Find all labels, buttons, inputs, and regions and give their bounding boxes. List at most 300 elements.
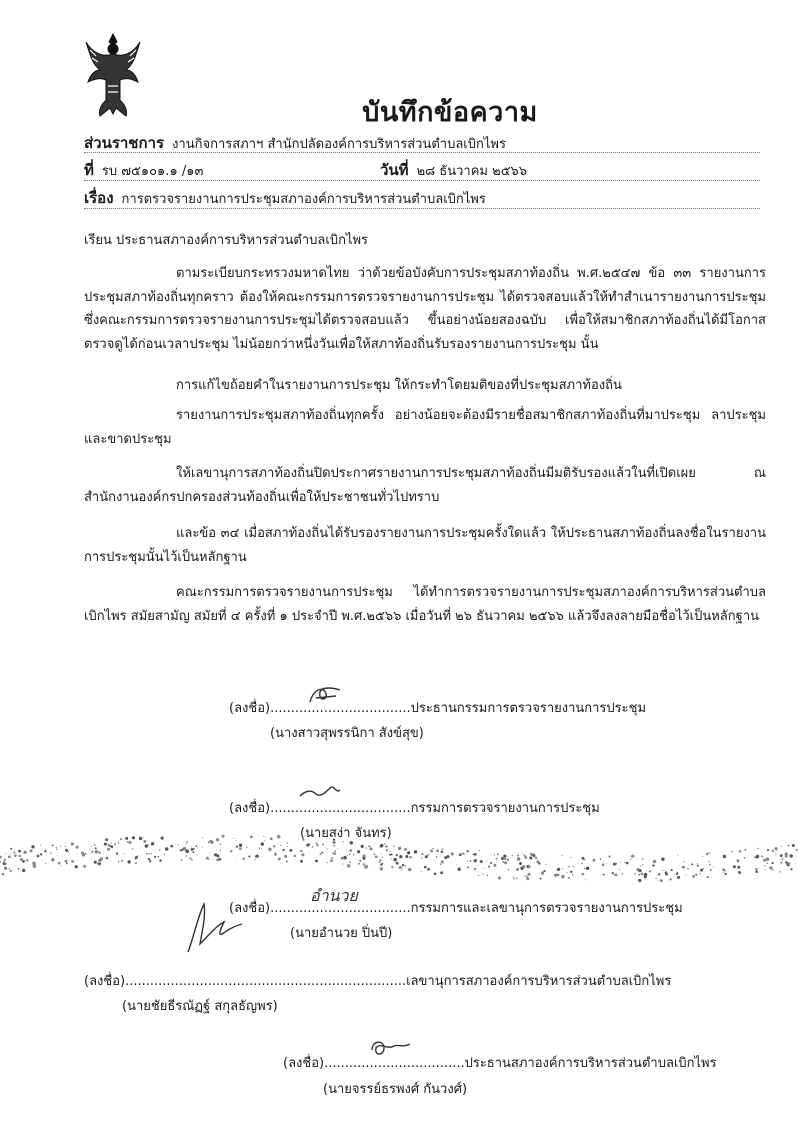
noise-speck (706, 853, 709, 856)
signature-2-name: (นายสง่า จันทร) (300, 826, 392, 841)
subject-row (84, 186, 486, 210)
sign-prefix: (ลงชื่อ) (84, 974, 126, 989)
noise-speck (440, 863, 442, 865)
noise-speck (123, 853, 124, 854)
noise-speck (380, 845, 383, 848)
noise-speck (533, 853, 534, 854)
noise-speck (480, 860, 483, 863)
noise-speck (3, 861, 5, 863)
noise-speck (613, 874, 615, 876)
noise-speck (100, 857, 103, 860)
noise-speck (478, 850, 479, 851)
noise-speck (386, 849, 388, 851)
noise-speck (494, 854, 495, 855)
noise-speck (442, 848, 444, 850)
noise-speck (600, 858, 601, 859)
noise-speck (382, 857, 383, 858)
noise-speck (585, 879, 586, 880)
noise-speck (428, 854, 430, 856)
noise-speck (274, 853, 276, 855)
noise-speck (767, 849, 769, 851)
noise-speck (686, 874, 687, 875)
noise-speck (393, 845, 395, 847)
noise-speck (331, 857, 333, 859)
noise-speck (466, 850, 468, 852)
noise-speck (474, 868, 476, 870)
noise-speck (622, 873, 623, 874)
noise-speck (649, 870, 651, 872)
noise-speck (91, 851, 93, 853)
noise-speck (497, 853, 499, 855)
noise-speck (37, 855, 40, 858)
noise-speck (385, 845, 387, 847)
noise-speck (275, 852, 276, 853)
noise-speck (219, 843, 221, 845)
noise-speck (97, 863, 99, 865)
noise-speck (56, 847, 57, 848)
noise-speck (132, 848, 133, 849)
noise-speck (363, 863, 365, 865)
noise-speck (638, 874, 640, 876)
noise-speck (370, 847, 373, 850)
noise-speck (0, 856, 2, 859)
noise-speck (502, 861, 504, 863)
noise-speck (507, 859, 509, 861)
noise-speck (493, 864, 496, 867)
noise-speck (191, 848, 194, 851)
noise-speck (210, 840, 214, 844)
noise-speck (660, 879, 663, 882)
noise-speck (535, 857, 537, 859)
noise-speck (40, 845, 41, 846)
signature-line-2 (229, 797, 600, 818)
noise-speck (498, 876, 501, 879)
noise-speck (573, 866, 575, 868)
noise-speck (120, 838, 122, 840)
noise-speck (626, 862, 629, 865)
noise-speck (154, 856, 156, 858)
noise-speck (347, 864, 351, 868)
noise-speck (739, 850, 742, 853)
signature-3-name: (นายอำนวย ปิ่นปี) (290, 926, 393, 941)
noise-speck (606, 863, 607, 864)
noise-speck (181, 848, 183, 850)
noise-speck (159, 859, 161, 861)
noise-speck (697, 865, 699, 867)
noise-speck (391, 853, 393, 855)
noise-speck (137, 855, 138, 856)
noise-speck (782, 857, 783, 858)
noise-speck (26, 859, 29, 862)
sign-dots-extra: .................................. (265, 974, 407, 989)
noise-speck (571, 857, 572, 858)
noise-speck (256, 855, 259, 858)
noise-speck (744, 857, 746, 859)
noise-speck (567, 872, 568, 873)
noise-speck (612, 872, 614, 874)
noise-speck (177, 844, 178, 845)
noise-speck (557, 868, 560, 871)
noise-speck (349, 861, 351, 863)
noise-speck (554, 873, 557, 876)
noise-speck (540, 878, 542, 880)
noise-speck (487, 875, 488, 876)
noise-speck (765, 869, 766, 870)
noise-speck (91, 846, 92, 847)
noise-speck (546, 864, 547, 865)
noise-speck (657, 875, 658, 876)
noise-speck (772, 869, 773, 870)
noise-speck (421, 853, 423, 855)
noise-speck (105, 838, 108, 841)
reference-rule (84, 180, 760, 181)
noise-speck (486, 861, 487, 862)
signature-5-position: ประธานสภาองค์การบริหารส่วนตำบลเบิกไพร (464, 1056, 717, 1071)
noise-speck (516, 877, 518, 879)
noise-speck (725, 870, 726, 871)
noise-speck (375, 855, 378, 858)
noise-speck (368, 845, 370, 847)
noise-speck (697, 863, 698, 864)
noise-speck (165, 847, 168, 850)
noise-speck (65, 846, 66, 847)
noise-speck (186, 841, 188, 843)
noise-speck (23, 851, 26, 854)
noise-speck (710, 869, 712, 871)
noise-speck (615, 874, 618, 877)
noise-speck (775, 853, 776, 854)
noise-speck (142, 837, 143, 838)
noise-speck (517, 857, 521, 861)
noise-speck (222, 835, 225, 838)
reference-label: ที่ (84, 161, 94, 179)
noise-speck (513, 878, 514, 879)
noise-speck (8, 868, 9, 869)
noise-speck (642, 858, 644, 860)
noise-speck (68, 851, 69, 852)
noise-speck (763, 859, 766, 862)
noise-speck (52, 859, 54, 861)
noise-speck (731, 851, 733, 853)
noise-speck (624, 862, 625, 863)
noise-speck (780, 862, 782, 864)
noise-speck (724, 873, 726, 875)
signature-2-scribble (296, 780, 346, 804)
noise-speck (582, 857, 585, 860)
noise-speck (443, 863, 444, 864)
noise-speck (405, 865, 406, 866)
noise-speck (764, 865, 765, 866)
noise-speck (528, 873, 531, 876)
noise-speck (421, 858, 422, 859)
noise-speck (114, 843, 116, 845)
noise-speck (327, 862, 328, 863)
noise-speck (75, 865, 78, 868)
noise-speck (127, 860, 130, 863)
noise-speck (306, 844, 309, 847)
paragraph-6: คณะกรรมการตรวจรายงานการประชุม ได้ทำการตรวจรายงานการประชุมสภาองค์การบริหารส่วนตำบลเบิกไพร สมัยสามัญ สมัยที่ ๔ ครั้งที่ ๑ ประจำปี พ.ศ.๒๕๖๖ เมื่อวันที่ ๒๖ ธันวาคม ๒๕๖๖ แล้วจึงลงลายมือชื่อไว้เป็นหลักฐาน (84, 585, 766, 624)
noise-speck (782, 858, 784, 860)
noise-speck (722, 868, 725, 871)
signature-1-name: (นางสาวสุพรรนิกา สังข์สุข) (270, 726, 424, 741)
noise-speck (312, 846, 314, 848)
noise-speck (186, 843, 187, 844)
noise-speck (384, 843, 385, 844)
noise-speck (239, 847, 242, 850)
noise-speck (89, 849, 90, 850)
noise-speck (254, 859, 255, 860)
noise-speck (404, 848, 407, 851)
noise-speck (8, 856, 11, 859)
noise-speck (121, 860, 123, 862)
noise-speck (700, 869, 703, 872)
subject-value: การตรวจรายงานการประชุมสภาองค์การบริหารส่วนตำบลเบิกไพร (121, 192, 486, 207)
noise-speck (390, 851, 391, 852)
noise-speck (239, 844, 242, 847)
noise-speck (529, 856, 532, 859)
noise-speck (396, 862, 398, 864)
signature-5-scribble (366, 1036, 416, 1060)
department-value: งานกิจการสภาฯ สำนักปลัดองค์การบริหารส่วนตำบลเบิกไพร (172, 137, 506, 152)
noise-speck (208, 841, 210, 843)
noise-speck (665, 871, 668, 874)
noise-speck (143, 840, 146, 843)
noise-speck (683, 861, 684, 862)
noise-speck (769, 866, 772, 869)
noise-speck (151, 842, 154, 845)
noise-speck (389, 854, 391, 856)
noise-speck (31, 845, 34, 848)
noise-speck (796, 849, 798, 851)
noise-speck (108, 844, 111, 847)
noise-speck (300, 850, 302, 852)
noise-speck (66, 863, 68, 865)
noise-speck (670, 878, 672, 880)
signature-line-1 (229, 697, 646, 718)
noise-speck (104, 843, 107, 846)
noise-speck (189, 857, 191, 859)
noise-speck (519, 862, 522, 865)
noise-speck (766, 857, 770, 861)
noise-speck (788, 845, 790, 847)
noise-speck (676, 873, 678, 875)
noise-speck (248, 855, 250, 857)
noise-speck (118, 862, 119, 863)
document-title: บันทึกข้อความ (362, 97, 538, 128)
noise-speck (320, 853, 322, 855)
noise-speck (593, 859, 596, 862)
noise-speck (382, 863, 384, 865)
noise-speck (191, 859, 192, 860)
noise-speck (777, 850, 778, 851)
noise-speck (490, 862, 492, 864)
noise-speck (287, 846, 288, 847)
noise-speck (349, 854, 350, 855)
noise-speck (230, 850, 232, 852)
noise-speck (702, 856, 703, 857)
signature-4-scribble (180, 896, 250, 960)
noise-speck (398, 847, 401, 850)
noise-speck (373, 853, 375, 855)
paragraph-5: และข้อ ๓๔ เมื่อสภาท้องถิ่นได้รับรองรายงานการประชุมครั้งใดแล้ว ให้ประธานสภาท้องถิ่นลงชื่อในรายงานการประชุมนั้นไว้เป็นหลักฐาน (84, 526, 766, 565)
noise-speck (467, 861, 468, 862)
noise-speck (259, 848, 260, 849)
noise-speck (32, 862, 36, 866)
noise-speck (18, 850, 21, 853)
noise-speck (403, 864, 405, 866)
signature-1-position: ประธานกรรมการตรวจรายงานการประชุม (410, 701, 647, 716)
noise-speck (284, 855, 287, 858)
noise-speck (347, 855, 348, 856)
noise-speck (212, 859, 213, 860)
noise-speck (379, 859, 381, 861)
noise-speck (407, 852, 408, 853)
noise-speck (217, 858, 220, 861)
noise-speck (687, 868, 689, 870)
reference-value: รบ ๗๕๑๐๑.๑ /๑๓ (101, 164, 204, 179)
noise-speck (440, 871, 443, 874)
noise-speck (76, 846, 79, 849)
subject-rule (84, 208, 760, 209)
noise-speck (602, 863, 605, 866)
noise-speck (22, 869, 25, 872)
noise-speck (10, 854, 11, 855)
noise-speck (282, 849, 284, 851)
noise-speck (125, 837, 128, 840)
noise-speck (409, 856, 412, 859)
noise-speck (148, 844, 149, 845)
noise-speck (541, 871, 544, 874)
noise-speck (562, 868, 563, 869)
noise-speck (98, 851, 101, 854)
noise-speck (584, 868, 585, 869)
noise-speck (557, 874, 559, 876)
sign-prefix: (ลงชื่อ) (283, 1056, 325, 1071)
noise-speck (280, 845, 281, 846)
noise-speck (761, 855, 763, 857)
noise-speck (202, 847, 203, 848)
noise-speck (524, 856, 527, 859)
noise-speck (381, 854, 382, 855)
noise-speck (216, 854, 219, 857)
noise-speck (658, 880, 659, 881)
signature-line-5 (283, 1052, 717, 1073)
noise-speck (663, 870, 664, 871)
noise-speck (20, 858, 23, 861)
noise-speck (65, 860, 68, 863)
noise-speck (362, 857, 365, 860)
noise-speck (517, 854, 519, 856)
noise-speck (50, 852, 51, 853)
noise-speck (436, 856, 437, 857)
noise-speck (401, 869, 402, 870)
noise-speck (294, 855, 296, 857)
noise-speck (516, 868, 519, 871)
noise-speck (95, 847, 97, 849)
sign-prefix: (ลงชื่อ) (229, 701, 271, 716)
noise-speck (45, 863, 46, 864)
date-label: วันที่ (380, 161, 409, 179)
noise-speck (638, 879, 641, 882)
noise-speck (758, 868, 759, 869)
noise-speck (202, 837, 203, 838)
sign-dots: .................................. (270, 701, 411, 716)
noise-speck (127, 841, 129, 843)
paragraph-3: รายงานการประชุมสภาท้องถิ่นทุกครั้ง อย่างน้อยจะต้องมีรายชื่อสมาชิกสภาท้องถิ่นที่มาประชุม ลาประชุม และขาดประชุม (84, 408, 766, 447)
sign-dots: .................................. (270, 801, 411, 816)
noise-speck (658, 873, 660, 875)
noise-speck (380, 867, 383, 870)
noise-speck (609, 856, 611, 858)
noise-speck (408, 868, 412, 872)
noise-speck (695, 874, 697, 876)
date-row (380, 158, 527, 182)
noise-speck (287, 842, 288, 843)
noise-speck (13, 851, 15, 853)
noise-speck (613, 863, 616, 866)
noise-speck (40, 853, 42, 855)
noise-speck (393, 858, 396, 861)
noise-speck (494, 855, 495, 856)
noise-speck (421, 871, 422, 872)
noise-speck (56, 849, 57, 850)
signature-4-position: เลขานุการสภาองค์การบริหารส่วนตำบลเบิกไพร (406, 974, 672, 989)
noise-speck (235, 840, 236, 841)
noise-speck (568, 877, 570, 879)
noise-speck (744, 849, 746, 851)
noise-speck (620, 862, 621, 863)
noise-speck (350, 849, 352, 851)
noise-speck (132, 836, 135, 839)
noise-speck (273, 845, 275, 847)
noise-speck (98, 862, 101, 865)
noise-speck (581, 863, 583, 865)
noise-speck (709, 864, 711, 866)
noise-speck (94, 844, 96, 846)
noise-speck (785, 855, 788, 858)
noise-speck (414, 850, 418, 854)
noise-speck (781, 846, 782, 847)
noise-speck (333, 845, 335, 847)
noise-speck (44, 850, 46, 852)
noise-speck (522, 853, 523, 854)
signature-line-3 (229, 897, 683, 918)
noise-speck (83, 865, 86, 868)
noise-speck (261, 848, 262, 849)
noise-speck (736, 859, 739, 862)
noise-speck (584, 859, 585, 860)
noise-speck (286, 861, 288, 863)
noise-speck (639, 869, 642, 872)
noise-speck (653, 860, 656, 863)
noise-speck (459, 853, 462, 856)
noise-speck (737, 866, 740, 869)
noise-speck (170, 845, 173, 848)
noise-speck (677, 872, 678, 873)
noise-speck (15, 856, 16, 857)
noise-speck (233, 838, 234, 839)
noise-speck (2, 873, 5, 876)
noise-speck (334, 850, 336, 852)
noise-speck (321, 852, 323, 854)
signature-1-scribble (306, 684, 346, 708)
noise-speck (330, 859, 333, 862)
noise-speck (503, 857, 506, 860)
noise-speck (71, 860, 74, 863)
noise-speck (707, 876, 709, 878)
noise-speck (82, 853, 85, 856)
noise-speck (652, 864, 654, 866)
